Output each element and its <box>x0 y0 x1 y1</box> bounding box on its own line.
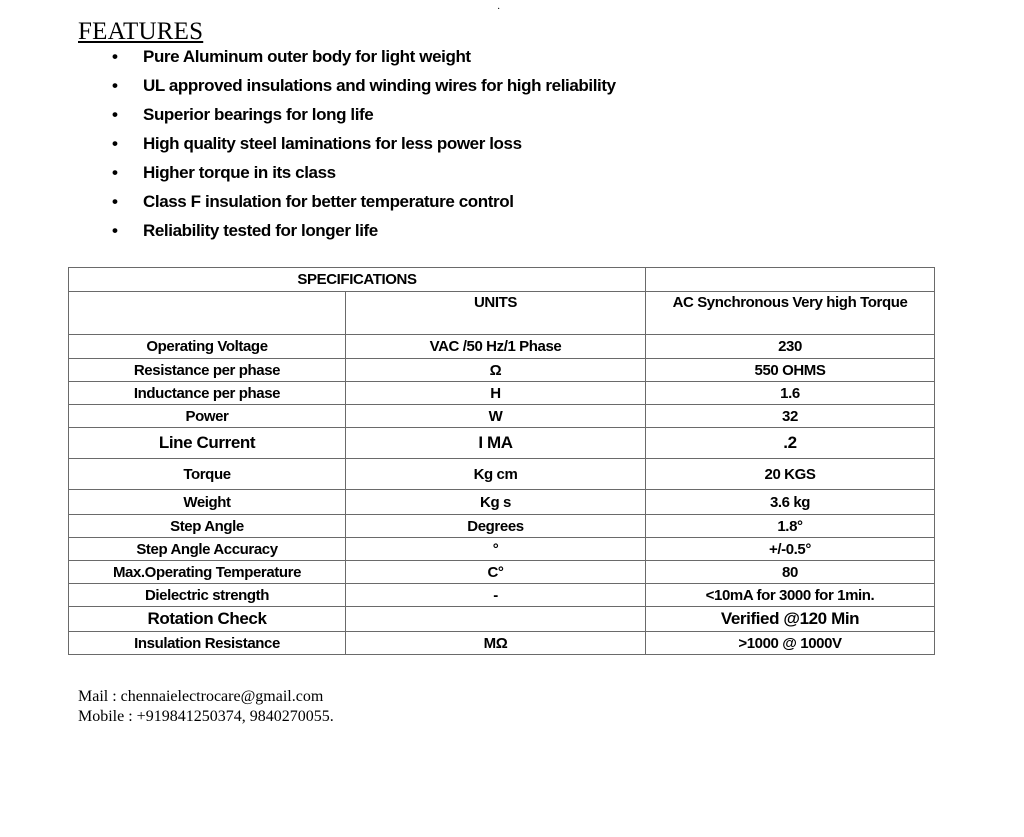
unit-cell: ° <box>346 538 646 561</box>
value-cell: 80 <box>646 561 935 584</box>
feature-text: High quality steel laminations for less power loss <box>143 134 522 153</box>
bullet-icon: • <box>112 163 118 182</box>
contact-mobile: Mobile : +919841250374, 9840270055. <box>78 708 334 725</box>
feature-text: Higher torque in its class <box>143 163 336 182</box>
features-heading: FEATURES <box>78 18 204 45</box>
features-list <box>105 47 616 250</box>
feature-text: Pure Aluminum outer body for light weight <box>143 47 471 66</box>
value-cell: 550 OHMS <box>646 359 935 382</box>
table-row <box>69 607 935 632</box>
param-cell: Insulation Resistance <box>69 632 346 655</box>
table-row <box>69 428 935 459</box>
bullet-icon: • <box>112 134 118 153</box>
unit-cell: Degrees <box>346 515 646 538</box>
param-cell: Dielectric strength <box>69 584 346 607</box>
bullet-icon: • <box>112 47 118 66</box>
stray-mark: · <box>497 4 501 15</box>
unit-cell: Kg cm <box>346 459 646 490</box>
feature-text: UL approved insulations and winding wires for high reliability <box>143 76 616 95</box>
value-cell: 32 <box>646 405 935 428</box>
unit-cell: Kg s <box>346 490 646 515</box>
param-cell: Rotation Check <box>69 607 346 632</box>
param-cell: Inductance per phase <box>69 382 346 405</box>
value-cell: +/-0.5° <box>646 538 935 561</box>
unit-cell: I MA <box>346 428 646 459</box>
feature-item <box>105 105 616 134</box>
feature-item <box>105 192 616 221</box>
param-cell: Weight <box>69 490 346 515</box>
table-row <box>69 561 935 584</box>
unit-cell: - <box>346 584 646 607</box>
param-cell: Step Angle Accuracy <box>69 538 346 561</box>
param-cell: Line Current <box>69 428 346 459</box>
unit-cell <box>346 607 646 632</box>
param-cell: Operating Voltage <box>69 335 346 359</box>
bullet-icon: • <box>112 221 118 240</box>
table-header-row <box>69 268 935 292</box>
empty-cell <box>69 292 346 335</box>
value-cell: 20 KGS <box>646 459 935 490</box>
table-row <box>69 405 935 428</box>
contact-mail: Mail : chennaielectrocare@gmail.com <box>78 688 324 705</box>
value-cell: <10mA for 3000 for 1min. <box>646 584 935 607</box>
table-row <box>69 459 935 490</box>
table-subheader-row <box>69 292 935 335</box>
feature-item <box>105 163 616 192</box>
value-cell: 1.6 <box>646 382 935 405</box>
param-cell: Power <box>69 405 346 428</box>
model-header: AC Synchronous Very high Torque <box>646 292 935 335</box>
table-row <box>69 359 935 382</box>
units-header: UNITS <box>346 292 646 335</box>
param-cell: Step Angle <box>69 515 346 538</box>
value-cell: 1.8° <box>646 515 935 538</box>
value-cell: 3.6 kg <box>646 490 935 515</box>
feature-text: Reliability tested for longer life <box>143 221 378 240</box>
unit-cell: VAC /50 Hz/1 Phase <box>346 335 646 359</box>
feature-item <box>105 47 616 76</box>
bullet-icon: • <box>112 105 118 124</box>
table-row <box>69 515 935 538</box>
table-row <box>69 382 935 405</box>
bullet-icon: • <box>112 76 118 95</box>
feature-item <box>105 221 616 250</box>
unit-cell: C° <box>346 561 646 584</box>
feature-text: Superior bearings for long life <box>143 105 374 124</box>
param-cell: Max.Operating Temperature <box>69 561 346 584</box>
feature-item <box>105 134 616 163</box>
feature-item <box>105 76 616 105</box>
feature-text: Class F insulation for better temperature control <box>143 192 514 211</box>
unit-cell: Ω <box>346 359 646 382</box>
unit-cell: H <box>346 382 646 405</box>
empty-cell <box>646 268 935 292</box>
bullet-icon: • <box>112 192 118 211</box>
value-cell: Verified @120 Min <box>646 607 935 632</box>
unit-cell: W <box>346 405 646 428</box>
specifications-title: SPECIFICATIONS <box>69 268 646 292</box>
table-row <box>69 538 935 561</box>
value-cell: 230 <box>646 335 935 359</box>
value-cell: .2 <box>646 428 935 459</box>
table-row <box>69 584 935 607</box>
table-row <box>69 490 935 515</box>
unit-cell: MΩ <box>346 632 646 655</box>
param-cell: Resistance per phase <box>69 359 346 382</box>
param-cell: Torque <box>69 459 346 490</box>
table-row <box>69 632 935 655</box>
specifications-table <box>68 267 935 655</box>
table-row <box>69 335 935 359</box>
value-cell: >1000 @ 1000V <box>646 632 935 655</box>
contact-info <box>78 687 334 727</box>
